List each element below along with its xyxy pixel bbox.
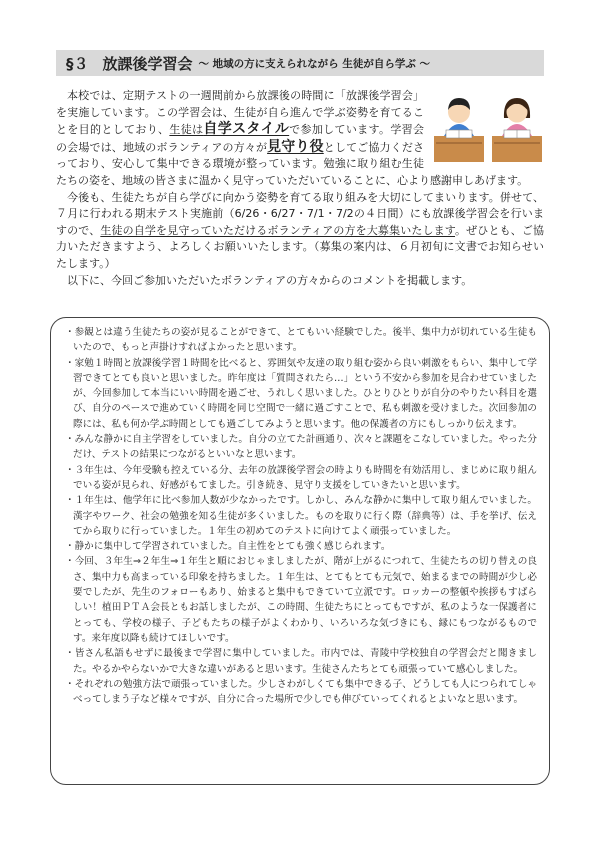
volunteer-comments-box xyxy=(50,317,550,785)
comment-item: ・静かに集中して学習されていました。自主性をとても強く感じられます。 xyxy=(65,541,391,553)
boy-student-icon xyxy=(432,90,486,164)
intro-paragraph-3: 以下に、今回ご参加いただいたボランティアの方々からのコメントを掲載します。 xyxy=(67,273,473,287)
comment-item: ・１年生は、他学年に比べ参加人数が少なかったです。しかし、みんな静かに集中して取り組んでいました。漢字やワーク、社会の勉強を知る生徒が多くいました。ものを取りに行く際（辞典等）は、手を挙げ、伝えてから取りに行っていました。１年生の初めてのテストに向けてよく頑張っていました。 xyxy=(65,495,537,537)
highlight-watch-role: 見守り役 xyxy=(267,138,324,155)
comment-item: ・参観とは違う生徒たちの姿が見ることができて、とてもいい経験でした。後半、集中力が切れている生徒もいたので、もっと声掛けすればよかったと思います。 xyxy=(65,327,537,354)
girl-student-icon xyxy=(490,90,544,164)
comment-item: ・今回、３年生⇒２年生⇒１年生と順におじゃましましたが、階が上がるにつれて、生徒たちの切り替えの良さ、集中力も高まっている印象を持ちました。１年生は、とてもとても元気で、始まるまでの時間が少し必要でしたが、先生のフォローもあり、始まると集中もできていて立派です。ロッカーの整頓や挨拶もすばらしい！植田ＰＴＡ会長ともお話しましたが、この時間、生徒たちにとってもですが、私のような一保護者にとっても、学校の様子、子どもたちの様子がよくわかり、いろいろな気づきにも、縁にもつながるものです。来年度以降も続けてほしいです。 xyxy=(65,556,537,644)
comment-item: ・みんな静かに自主学習をしていました。自分の立てた計画通り、次々と課題をこなしていました。やった分だけ、テストの結果につながるといいなと思います。 xyxy=(65,434,537,461)
intro-text xyxy=(56,88,544,289)
intro-paragraph-1: 本校では、定期テストの一週間前から放課後の時間に「放課後学習会」を実施しています。この学習会は、生徒が自ら進んで学ぶ姿勢を育てることを目的としており、生徒は自学スタイルで参加しています。学習会の会場では、地域のボランティアの方々が見守り役としてご協力くださっており、安心して集中できる環境が整っています。勉強に取り組む生徒たちの姿を、地域の皆さまに温かく見守っていただいていることに、心より感謝申しあげます。 xyxy=(56,88,544,190)
underlined-phrase: 生徒は xyxy=(169,123,204,137)
comment-item: ・３年生は、今年受験も控えている分、去年の放課後学習会の時よりも時間を有効活用し、まじめに取り組んでいる姿が見られ、好感がもてました。引き続き、見守り支援をしていきたいと思います。 xyxy=(65,464,537,491)
highlight-self-study-style: 自学スタイル xyxy=(203,121,290,138)
comment-item: ・皆さん私語もせずに最後まで学習に集中していました。市内では、青陵中学校独自の学習会だと聞きました。やるかやらないかで大きな違いがあると思います。生徒さんたちとても頑張っていて感心しました。 xyxy=(65,648,537,675)
volunteer-recruitment-phrase: 生徒の自学を見守っていただけるボランティアの方を大募集いたします xyxy=(100,223,456,237)
section-number: §３ xyxy=(66,54,89,73)
section-heading xyxy=(56,50,544,76)
section-subtitle: ～ 地域の方に支えられながら 生徒が自ら学ぶ ～ xyxy=(198,57,430,70)
studying-students-illustration xyxy=(432,90,544,164)
comment-item: ・それぞれの勉強方法で頑張っていました。少しさわがしくても集中できる子、どうしても人につられてしゃべってしまう子など様々ですが、自分に合った場所で少しでも伸びていってくれるとよいなと思います。 xyxy=(65,678,537,706)
section-title: 放課後学習会 xyxy=(102,54,193,73)
comment-item: ・家勉１時間と放課後学習１時間を比べると、雰囲気や友達の取り組む姿から良い刺激をもらい、集中して学習できてとても良いと思いました。昨年度は「質問されたら…」という不安から参加を見合わせていましたが、今回参加して本当にいい時間を過ごせ、うれしく思いました。ひとりひとりが自分のやりたい科目を選び、自分のペースで進めていく時間を同じ空間で一緒に過ごすことで、私も刺激を受けました。次回参加の際には、私も何か学ぶ時間としても過ごしてみようと思います。他の保護者の方にもしっかり伝えます。 xyxy=(65,357,537,430)
comment-list xyxy=(65,325,537,707)
intro-paragraph-2: 今後も、生徒たちが自ら学びに向かう姿勢を育てる取り組みを大切にしてまいります。併せて、７月に行われる期末テスト実施前（6/26・6/27・7/1・7/2の４日間）にも放課後学習会を行いますので、生徒の自学を見守っていただけるボランティアの方を大募集いたします。ぜひとも、ご協力いただきますよう、よろしくお願いいたします。（募集の案内は、６月初旬に文書でお知らせいたします。） xyxy=(56,190,545,270)
